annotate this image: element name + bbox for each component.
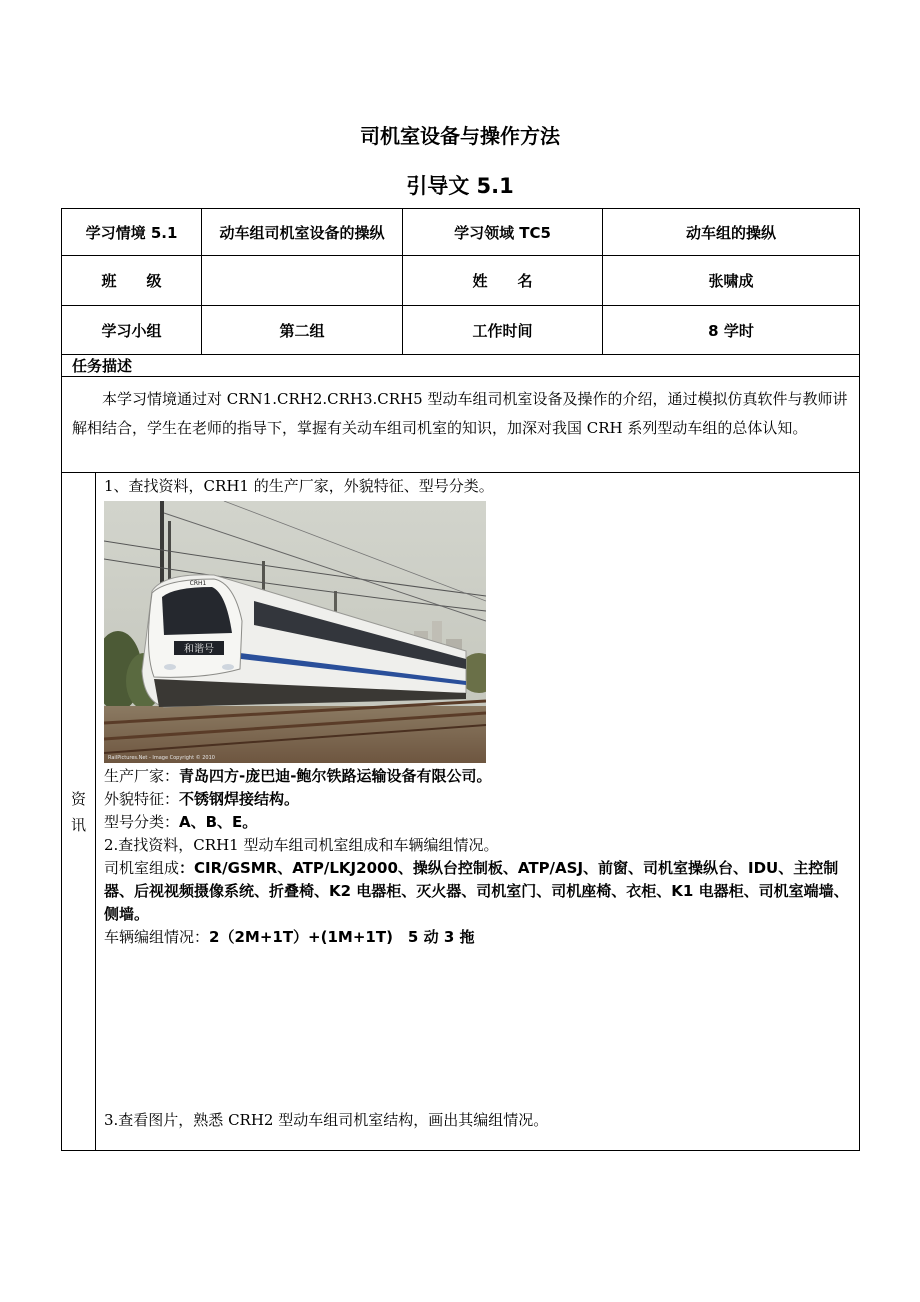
question-2: 2.查找资料，CRH1 型动车组司机室组成和车辆编组情况。 bbox=[104, 836, 499, 854]
cell-situation-value: 动车组司机室设备的操纵 bbox=[202, 209, 403, 256]
cell-group-value: 第二组 bbox=[202, 306, 403, 355]
cab-value: ：CIR/GSMR、ATP/LKJ2000、操纵台控制板、ATP/ASJ、前窗、司机室操纵台、IDU、主控制器、后视视频摄像系统、折叠椅、K2 电器柜、灭火器、司机室门、司机座椅、衣柜、K1 电器柜、司机室端墙、侧墙。 bbox=[104, 859, 849, 923]
info-side-label bbox=[62, 473, 96, 1151]
guide-table bbox=[61, 208, 860, 1151]
appearance-line bbox=[104, 788, 849, 811]
info-row-2 bbox=[62, 256, 860, 306]
maker-label: 生产厂家： bbox=[104, 767, 180, 785]
side-char-1: 资 bbox=[70, 789, 86, 808]
cab-label: 司机室组成 bbox=[104, 859, 180, 877]
photo-caption: RailPictures.Net - Image Copyright © 2010 bbox=[108, 755, 215, 761]
document-subtitle: 引导文 5.1 bbox=[406, 174, 514, 198]
train-name-plate: 和谐号 bbox=[184, 644, 214, 655]
task-heading-row bbox=[62, 355, 860, 377]
cab-composition bbox=[104, 857, 849, 926]
formation-value: 2（2M+1T）+(1M+1T) 5 动 3 拖 bbox=[209, 928, 475, 946]
appearance-label: 外貌特征： bbox=[104, 790, 180, 808]
info-row-3 bbox=[62, 306, 860, 355]
cell-situation-label: 学习情境 5.1 bbox=[62, 209, 202, 256]
front-sign-text: CRH1 bbox=[189, 580, 207, 587]
task-description-row bbox=[62, 377, 860, 473]
task-heading: 任务描述 bbox=[62, 355, 860, 377]
task-description: 本学习情境通过对 CRN1.CRH2.CRH3.CRH5 型动车组司机室设备及操作的介绍，通过模拟仿真软件与教师讲解相结合，学生在老师的指导下，掌握有关动车组司机室的知识，加深对我国 CRH 系列型动车组的总体认知。 bbox=[62, 377, 860, 473]
type-line bbox=[104, 811, 849, 834]
document-title: 司机室设备与操作方法 bbox=[360, 124, 560, 148]
question-3: 3.查看图片，熟悉 CRH2 型动车组司机室结构，画出其编组情况。 bbox=[104, 1111, 549, 1129]
cell-name-label: 姓 名 bbox=[403, 256, 603, 306]
info-row-1 bbox=[62, 209, 860, 256]
formation-label: 车辆编组情况： bbox=[104, 928, 210, 946]
cell-class-label: 班 级 bbox=[62, 256, 202, 306]
question-1: 1、查找资料，CRH1 的生产厂家，外貌特征、型号分类。 bbox=[104, 477, 494, 495]
maker-value: 青岛四方-庞巴迪-鲍尔铁路运输设备有限公司。 bbox=[179, 767, 492, 785]
formation-line bbox=[104, 926, 849, 949]
info-section-row bbox=[62, 473, 860, 1151]
side-char-2: 讯 bbox=[70, 815, 86, 834]
crh1-train-photo bbox=[104, 501, 486, 763]
type-label: 型号分类： bbox=[104, 813, 180, 831]
blank-answer-area bbox=[104, 949, 849, 1109]
cell-group-label: 学习小组 bbox=[62, 306, 202, 355]
cell-field-label: 学习领域 TC5 bbox=[403, 209, 603, 256]
cell-hours-label: 工作时间 bbox=[403, 306, 603, 355]
type-value: A、B、E。 bbox=[179, 813, 258, 831]
appearance-value: 不锈钢焊接结构。 bbox=[179, 790, 300, 808]
maker-line bbox=[104, 765, 849, 788]
cell-name-value: 张啸成 bbox=[603, 256, 860, 306]
cell-field-value: 动车组的操纵 bbox=[603, 209, 860, 256]
info-content bbox=[96, 473, 860, 1151]
cell-class-value bbox=[202, 256, 403, 306]
cell-hours-value: 8 学时 bbox=[603, 306, 860, 355]
